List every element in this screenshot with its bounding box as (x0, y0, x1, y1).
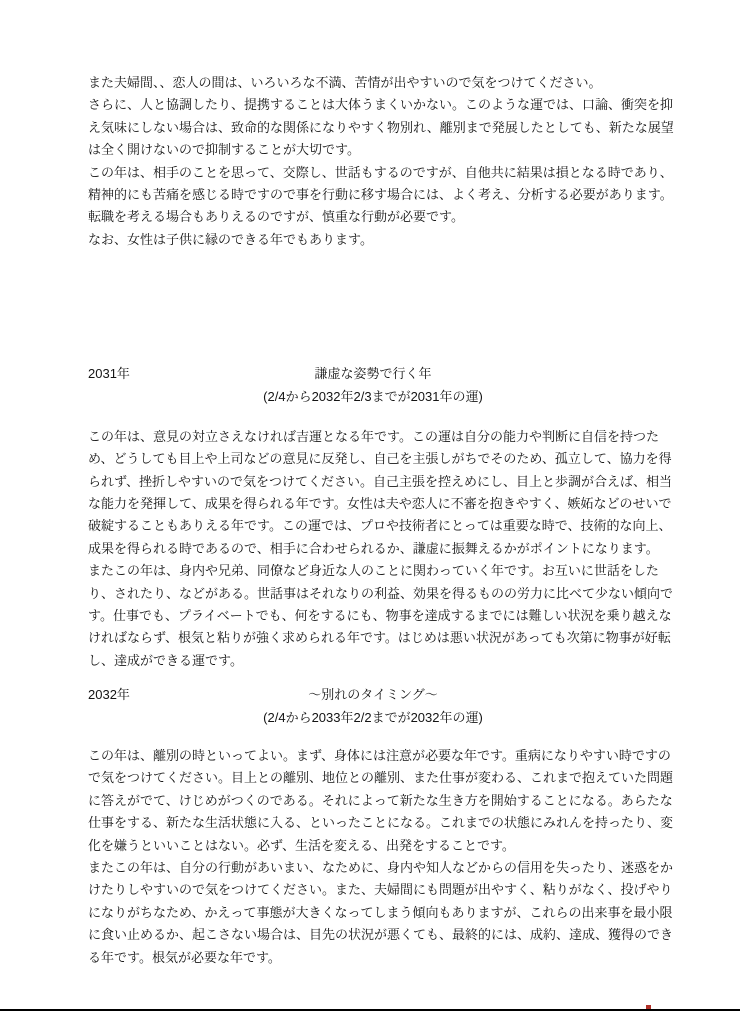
text-line: 仕事をする、新たな生活状態に入る、といったことになる。これまでの状態にみれんを持ったり、変 (88, 815, 674, 831)
text-line: になりがちなため、かえって事態が大きくなってしまう傾向もありますが、これらの出来事を最小限 (88, 904, 673, 920)
section-heading-row (88, 684, 658, 706)
text-line: で気をつけてください。目上との離別、地位との離別、また仕事が変わる、これまで抱えていた問題 (88, 770, 674, 786)
section-2032 (88, 684, 674, 969)
text-line: に答えがでて、けじめがつくのである。それによって新たな生き方を開始することになる。あらたな (88, 792, 673, 808)
page-bottom-divider (0, 1009, 740, 1011)
text-line: られず、挫折しやすいので気をつけてください。自己主張を控えめにし、目上と歩調が合えば、相当 (88, 473, 672, 489)
section-year-label: 2032年 (88, 687, 130, 703)
section-title: ～別れのタイミング～ (308, 687, 438, 703)
text-line: に食い止めるか、起こさない場合は、目先の状況が悪くても、最終的には、成約、達成、獲得のでき (88, 927, 674, 943)
text-line: けたりしやすいので気をつけてください。また、夫婦間にも問題が出やすく、粘りがなく、投げやり (88, 882, 673, 898)
text-line: え気味にしない場合は、致命的な関係になりやすく物別れ、離別まで発展したとしても、新たな展望 (88, 119, 674, 135)
text-line: この年は、離別の時といってよい。まず、身体には注意が必要な年です。重病になりやすい時ですの (88, 747, 671, 763)
text-line: り、されたり、などがある。世話事はそれなりの利益、効果を得るものの労力に比べて少ない傾向で (88, 585, 674, 601)
text-line: 破綻することもありえる年です。この運では、プロや技術者にとっては重要な時で、技術的な向上、 (88, 518, 672, 534)
text-line: 成果を得られる時であるので、相手に合わせられるか、謙虚に振舞えるかがポイントになります。 (88, 540, 659, 556)
intro-paragraph (88, 72, 674, 251)
section-body-paragraph (88, 426, 674, 672)
text-line: またこの年は、自分の行動があいまい、なために、身内や知人などからの信用を失ったり、迷惑をか (88, 859, 674, 875)
section-year-label: 2031年 (88, 366, 130, 382)
section-title: 謙虚な姿勢で行く年 (314, 366, 432, 382)
text-line: この年は、相手のことを思って、交際し、世話もするのですが、自他共に結果は損となる時であり、 (88, 164, 673, 180)
section-subtitle: (2/4から2032年2/3までが2031年の運) (263, 388, 483, 404)
text-line: 化を嫌うといいことはない。必ず、生活を変える、出発をすることです。 (88, 837, 515, 853)
text-line: な能力を発揮して、成果を得られる年です。女性は夫や恋人に不審を抱きやすく、嫉妬などのせいで (88, 496, 672, 512)
text-line: す。仕事でも、プライベートでも、何をするにも、物事を達成するまでには難しい状況を乗り越えな (88, 608, 672, 624)
section-2031 (88, 363, 674, 672)
text-line: またこの年は、身内や兄弟、同僚など身近な人のことに関わっていく年です。お互いに世話をした (88, 563, 659, 579)
section-body-paragraph (88, 745, 674, 969)
section-subtitle: (2/4から2033年2/2までが2032年の運) (263, 709, 483, 725)
text-line: さらに、人と協調したり、提携することは大体うまくいかない。このような運では、口論、衝突を抑 (88, 97, 674, 113)
text-column (88, 0, 674, 969)
text-line: 精神的にも苦痛を感じる時ですので事を行動に移す場合には、よく考え、分析する必要があります。 (88, 186, 673, 202)
text-line: 転職を考える場合もありえるのですが、慎重な行動が必要です。 (88, 209, 464, 225)
text-line: し、達成ができる運です。 (88, 652, 243, 668)
text-line: め、どうしても目上や上司などの意見に反発し、自己を主張しがちでそのため、孤立して、協力を得 (88, 451, 672, 467)
text-line: る年です。根気が必要な年です。 (88, 949, 281, 965)
text-line: は全く開けないので抑制することが大切です。 (88, 142, 360, 158)
text-line: ければならず、根気と粘りが強く求められる年です。はじめは悪い状況があっても次第に物事が好転 (88, 630, 671, 646)
text-line: なお、女性は子供に縁のできる年でもあります。 (88, 231, 373, 247)
section-heading-row (88, 363, 658, 385)
text-line: この年は、意見の対立さえなければ吉運となる年です。この運は自分の能力や判断に自信を持つた (88, 428, 659, 444)
text-line: また夫婦間、、恋人の間は、いろいろな不満、苦情が出やすいので気をつけてください。 (88, 75, 602, 90)
